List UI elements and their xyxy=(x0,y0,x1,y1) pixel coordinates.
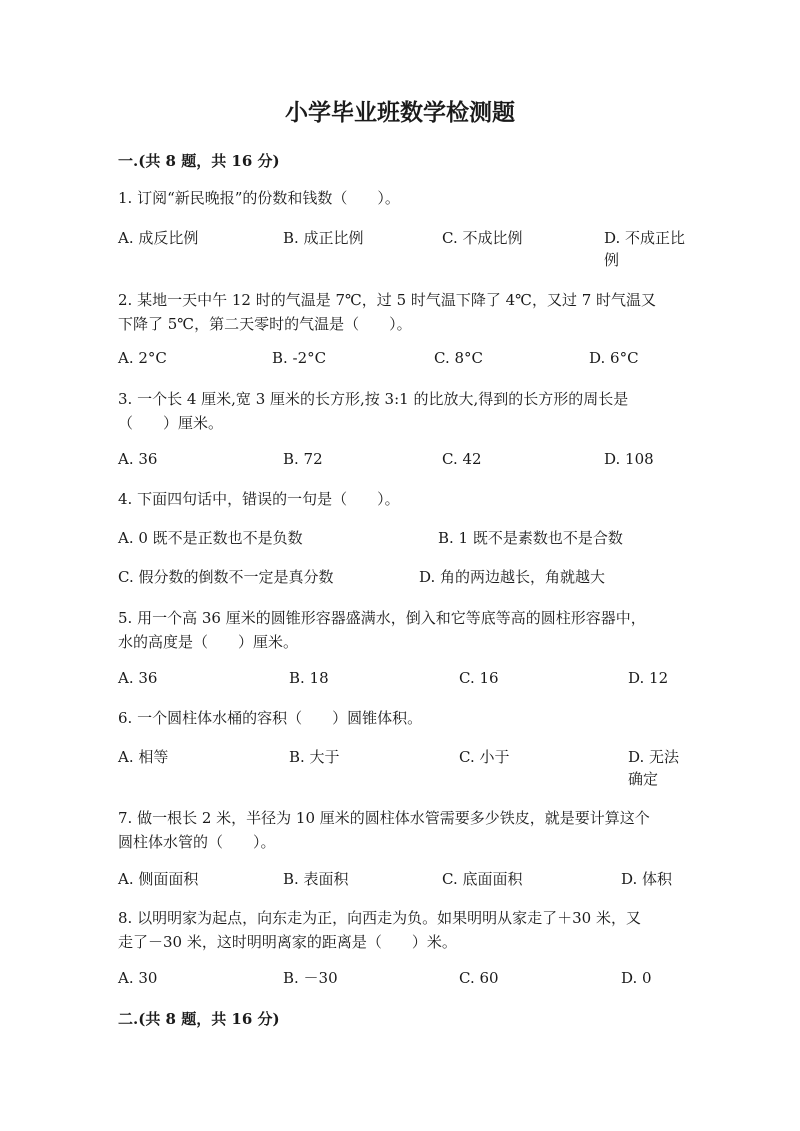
question-text-line-2: 水的高度是（ ）厘米。 xyxy=(118,633,299,651)
option-a: A. 2°C xyxy=(118,349,167,367)
option-d: D. 108 xyxy=(604,450,654,468)
question-text: 6. 一个圆柱体水桶的容积（ ）圆锥体积。 xyxy=(118,709,423,727)
option-a: A. 0 既不是正数也不是负数 xyxy=(118,529,303,547)
option-b: B. 18 xyxy=(289,669,329,687)
page-title: 小学毕业班数学检测题 xyxy=(285,99,515,126)
question-text: 1. 订阅“新民晚报”的份数和钱数（ ）。 xyxy=(118,189,400,207)
option-c: C. 底面面积 xyxy=(442,870,523,888)
question-5 xyxy=(118,606,683,654)
section-heading-2: 二.(共 8 题，共 16 分) xyxy=(118,1010,280,1028)
option-a: A. 30 xyxy=(118,969,158,987)
option-d: D. 不成正比例 xyxy=(604,229,686,269)
option-b: B. 72 xyxy=(283,450,323,468)
option-d: D. 角的两边越长，角就越大 xyxy=(419,568,606,586)
option-d: D. 0 xyxy=(621,969,652,987)
question-7 xyxy=(118,806,683,854)
option-b: B. -2°C xyxy=(272,349,327,367)
option-d: D. 无法确定 xyxy=(628,748,680,788)
option-c: C. 60 xyxy=(459,969,499,987)
option-c: C. 不成比例 xyxy=(442,229,523,247)
option-d: D. 12 xyxy=(628,669,669,687)
question-3 xyxy=(118,387,683,435)
question-8 xyxy=(118,906,683,954)
option-c: C. 假分数的倒数不一定是真分数 xyxy=(118,568,334,586)
option-a: A. 36 xyxy=(118,450,158,468)
question-4 xyxy=(118,487,683,511)
question-text-line-1: 5. 用一个高 36 厘米的圆锥形容器盛满水，倒入和它等底等高的圆柱形容器中， xyxy=(118,609,646,627)
question-text: 4. 下面四句话中，错误的一句是（ ）。 xyxy=(118,490,400,508)
question-text-line-1: 8. 以明明家为起点，向东走为正，向西走为负。如果明明从家走了＋30 米，又 xyxy=(118,909,641,927)
option-b: B. －30 xyxy=(283,969,338,987)
option-c: C. 16 xyxy=(459,669,499,687)
option-d: D. 体积 xyxy=(621,870,673,888)
option-a: A. 36 xyxy=(118,669,158,687)
option-c: C. 42 xyxy=(442,450,482,468)
option-b: B. 表面积 xyxy=(283,870,349,888)
option-a: A. 相等 xyxy=(118,748,169,766)
option-b: B. 成正比例 xyxy=(283,229,364,247)
option-a: A. 侧面面积 xyxy=(118,870,199,888)
question-text-line-2: 下降了 5℃，第二天零时的气温是（ ）。 xyxy=(118,315,412,333)
question-text-line-1: 2. 某地一天中午 12 时的气温是 7℃，过 5 时气温下降了 4℃，又过 7 时气温又 xyxy=(118,291,657,309)
section-heading-1: 一.(共 8 题，共 16 分) xyxy=(118,152,280,170)
option-a: A. 成反比例 xyxy=(118,229,199,247)
option-c: C. 小于 xyxy=(459,748,510,766)
question-text-line-1: 7. 做一根长 2 米，半径为 10 厘米的圆柱体水管需要多少铁皮，就是要计算这个 xyxy=(118,809,650,827)
option-d: D. 6°C xyxy=(589,349,639,367)
question-text-line-2: 走了－30 米，这时明明离家的距离是（ ）米。 xyxy=(118,933,457,951)
question-text-line-1: 3. 一个长 4 厘米,宽 3 厘米的长方形,按 3:1 的比放大,得到的长方形的周长是 xyxy=(118,390,629,408)
option-c: C. 8°C xyxy=(434,349,483,367)
option-b: B. 大于 xyxy=(289,748,340,766)
option-b: B. 1 既不是素数也不是合数 xyxy=(438,529,623,547)
question-text-line-2: 圆柱体水管的（ ）。 xyxy=(118,833,276,851)
question-1 xyxy=(118,186,683,210)
question-text-line-2: （ ）厘米。 xyxy=(118,414,224,432)
question-2 xyxy=(118,288,683,336)
question-6 xyxy=(118,706,683,730)
